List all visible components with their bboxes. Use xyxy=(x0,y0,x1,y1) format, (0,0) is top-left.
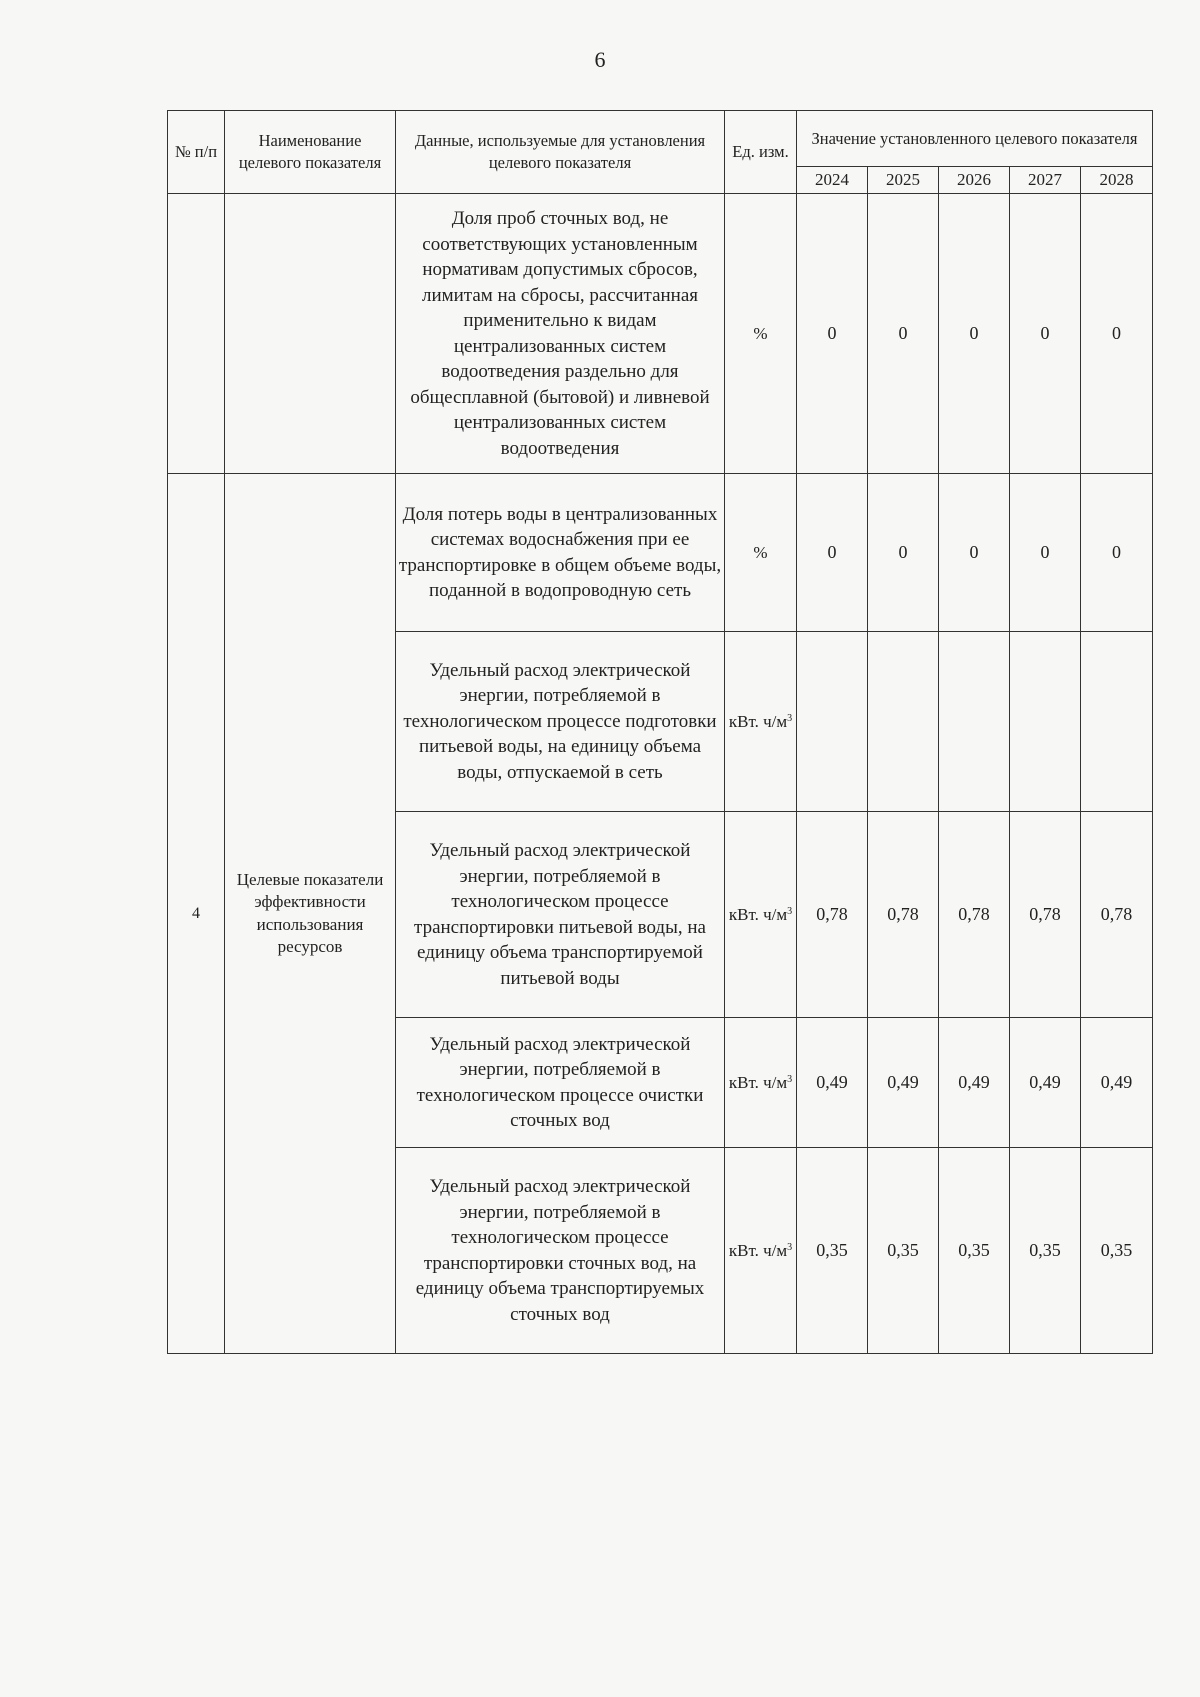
row-value: 0 xyxy=(1081,474,1153,632)
row-value: 0,78 xyxy=(1010,812,1081,1018)
row-value xyxy=(797,632,868,812)
row-value: 0,49 xyxy=(939,1018,1010,1148)
row-value: 0,35 xyxy=(1081,1148,1153,1354)
row-value: 0,49 xyxy=(1081,1018,1153,1148)
row-value: 0 xyxy=(1081,194,1153,474)
row-value xyxy=(1081,632,1153,812)
row-value: 0,78 xyxy=(939,812,1010,1018)
row-value: 0,35 xyxy=(939,1148,1010,1354)
row-value: 0 xyxy=(1010,474,1081,632)
table-row xyxy=(168,194,1153,474)
row-value: 0 xyxy=(939,194,1010,474)
row-value xyxy=(868,632,939,812)
header-num: № п/п xyxy=(168,111,225,194)
row-value: 0,78 xyxy=(1081,812,1153,1018)
header-year: 2025 xyxy=(868,167,939,194)
row-value xyxy=(939,632,1010,812)
header-year: 2024 xyxy=(797,167,868,194)
row-value: 0,49 xyxy=(1010,1018,1081,1148)
empty-cell xyxy=(225,194,396,474)
group-number: 4 xyxy=(168,474,225,1354)
header-year: 2026 xyxy=(939,167,1010,194)
header-year: 2028 xyxy=(1081,167,1153,194)
row-unit: кВт. $ч/м^3$ xyxy=(725,812,797,1018)
row-value: 0,49 xyxy=(797,1018,868,1148)
row-value: 0 xyxy=(797,194,868,474)
empty-cell xyxy=(168,194,225,474)
table-row xyxy=(168,474,1153,632)
row-value: 0,35 xyxy=(868,1148,939,1354)
header-value: Значение установленного целевого показателя xyxy=(797,111,1153,167)
row-unit: % xyxy=(725,194,797,474)
row-description: Доля проб сточных вод, не соответствующих установленным нормативам допустимых сбросов, лимитам на сбросы, рассчитанная применительно к видам централизованных систем водоотведения раздельно для общесплавной (бытовой) и ливневой централизованных систем водоотведения xyxy=(396,194,725,474)
row-unit: кВт. $ч/м^3$ xyxy=(725,1018,797,1148)
header-unit: Ед. изм. xyxy=(725,111,797,194)
row-value: 0 xyxy=(868,474,939,632)
row-value: 0,35 xyxy=(797,1148,868,1354)
header-name: Наименование целевого показателя xyxy=(225,111,396,194)
row-value: 0,78 xyxy=(868,812,939,1018)
header-year: 2027 xyxy=(1010,167,1081,194)
row-value: 0 xyxy=(1010,194,1081,474)
row-description: Доля потерь воды в централизованных системах водоснабжения при ее транспортировке в общем объеме воды, поданной в водопроводную сеть xyxy=(396,474,725,632)
group-name: Целевые показатели эффективности использования ресурсов xyxy=(225,474,396,1354)
row-description: Удельный расход электрической энергии, потребляемой в технологическом процессе транспортировки сточных вод, на единицу объема транспортируемых сточных вод xyxy=(396,1148,725,1354)
row-description: Удельный расход электрической энергии, потребляемой в технологическом процессе подготовки питьевой воды, на единицу объема воды, отпускаемой в сеть xyxy=(396,632,725,812)
row-description: Удельный расход электрической энергии, потребляемой в технологическом процессе транспортировки питьевой воды, на единицу объема транспортируемой питьевой воды xyxy=(396,812,725,1018)
row-value: 0 xyxy=(939,474,1010,632)
row-value: 0,49 xyxy=(868,1018,939,1148)
header-data: Данные, используемые для установления целевого показателя xyxy=(396,111,725,194)
row-unit: % xyxy=(725,474,797,632)
target-indicators-table xyxy=(167,110,1153,1354)
row-value: 0,78 xyxy=(797,812,868,1018)
page-number: 6 xyxy=(594,47,606,72)
row-value: 0 xyxy=(797,474,868,632)
row-value: 0,35 xyxy=(1010,1148,1081,1354)
row-value xyxy=(1010,632,1081,812)
row-unit: кВт. $ч/м^3$ xyxy=(725,1148,797,1354)
row-unit: кВт. $ч/м^3$ xyxy=(725,632,797,812)
row-description: Удельный расход электрической энергии, потребляемой в технологическом процессе очистки сточных вод xyxy=(396,1018,725,1148)
row-value: 0 xyxy=(868,194,939,474)
